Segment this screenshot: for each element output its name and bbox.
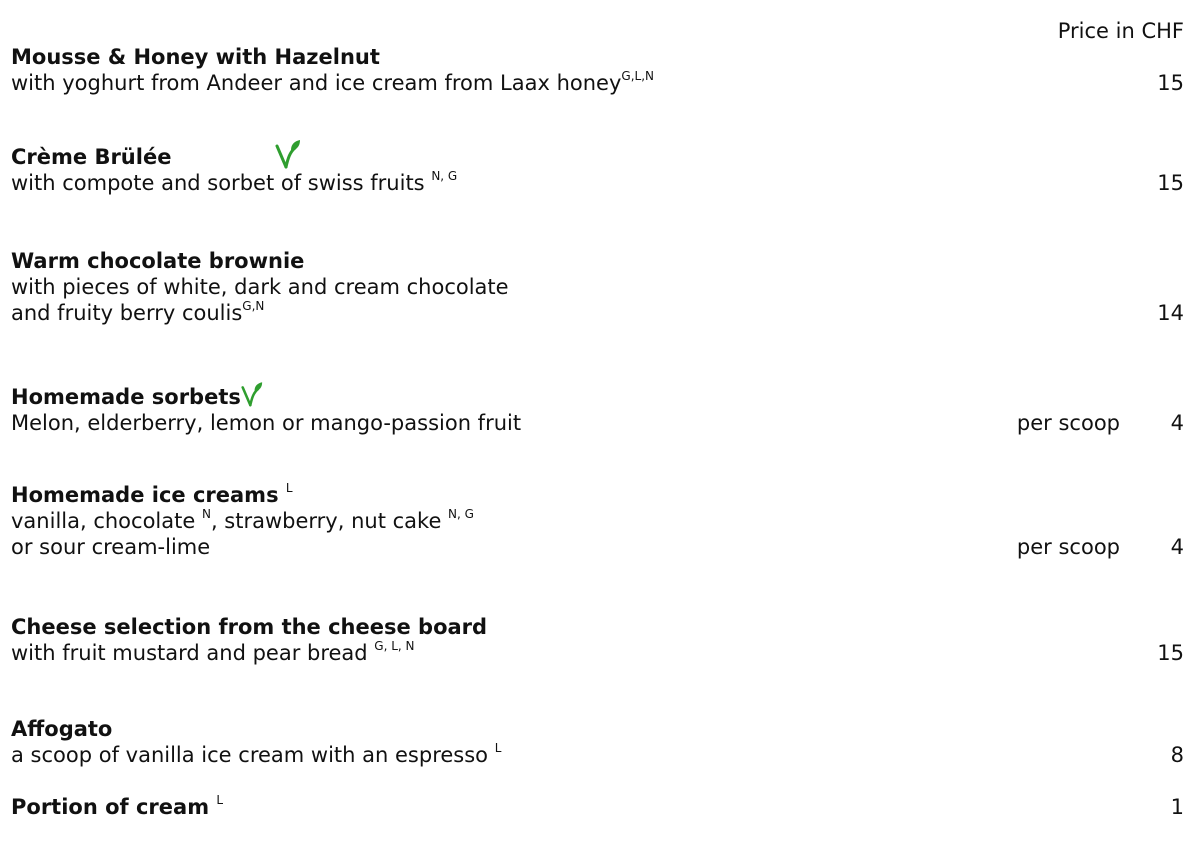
menu-item-title-row: [11, 144, 1184, 170]
description-text: a scoop of vanilla ice cream with an espresso: [11, 743, 495, 767]
menu-item-cheese-selection: [11, 614, 1184, 666]
menu-item-mousse-honey: [11, 44, 1184, 96]
menu-item-title: Mousse & Honey with Hazelnut: [11, 45, 380, 69]
menu-item-title: Homemade ice creams: [11, 483, 286, 507]
menu-item-description: [11, 410, 1184, 436]
menu-item-price: 15: [1157, 171, 1184, 195]
menu-item-affogato: [11, 716, 1184, 768]
description-text: vanilla, chocolate: [11, 509, 202, 533]
menu-item-description: [11, 170, 1184, 196]
menu-item-price: 14: [1157, 301, 1184, 325]
description-text: and fruity berry coulis: [11, 301, 243, 325]
price-column-header: Price in CHF: [1057, 19, 1184, 43]
menu-item-title-row: [11, 794, 1184, 820]
menu-item-price: 1: [1170, 795, 1184, 819]
menu-item-description: with pieces of white, dark and cream chocolate: [11, 275, 509, 299]
menu-item-description: [11, 640, 1184, 666]
allergen-note: G,L,N: [621, 69, 654, 83]
menu-item-title: Warm chocolate brownie: [11, 249, 305, 273]
menu-item-price: 4: [1170, 411, 1184, 435]
menu-item-title: Portion of cream: [11, 795, 217, 819]
allergen-note: L: [494, 741, 502, 755]
description-text: , strawberry, nut cake: [210, 509, 449, 533]
leaf-icon: [241, 382, 263, 408]
description-text: with compote and sorbet of swiss fruits: [11, 171, 432, 195]
menu-item-description: [11, 534, 1184, 560]
menu-item-ice-creams: [11, 482, 1184, 560]
description-text: Melon, elderberry, lemon or mango-passion fruit: [11, 411, 522, 435]
menu-item-unit: per scoop: [1016, 535, 1120, 559]
allergen-note: N: [201, 507, 211, 521]
menu-item-description: [11, 742, 1184, 768]
allergen-note: N, G: [448, 507, 474, 521]
allergen-note: L: [216, 793, 224, 807]
menu-item-description: [11, 300, 1184, 326]
menu-item-description: [11, 70, 1184, 96]
menu-item-title: Crème Brülée: [11, 145, 172, 169]
menu-item-portion-cream: [11, 794, 1184, 820]
menu-item-price: 8: [1170, 743, 1184, 767]
menu-item-price: 15: [1157, 71, 1184, 95]
menu-item-title-row: [11, 382, 1184, 410]
menu-item-title: Homemade sorbets: [11, 385, 241, 409]
menu-item-unit: per scoop: [1016, 411, 1120, 435]
allergen-note: G,N: [242, 299, 265, 313]
leaf-icon: [275, 140, 301, 170]
menu-item-brownie: [11, 248, 1184, 326]
menu-item-description: [11, 508, 1184, 534]
description-text: or sour cream-lime: [11, 535, 211, 559]
menu-item-price: 15: [1157, 641, 1184, 665]
menu-item-sorbets: [11, 382, 1184, 436]
menu-item-title: Affogato: [11, 717, 113, 741]
menu-item-price: 4: [1170, 535, 1184, 559]
allergen-note: N, G: [431, 169, 458, 183]
description-text: with fruit mustard and pear bread: [11, 641, 375, 665]
description-text: with yoghurt from Andeer and ice cream from Laax honey: [11, 71, 622, 95]
menu-item-title: Cheese selection from the cheese board: [11, 615, 488, 639]
allergen-note: L: [285, 481, 293, 495]
menu-item-title-row: [11, 482, 1184, 508]
allergen-note: G, L, N: [374, 639, 415, 653]
menu-item-creme-brulee: [11, 144, 1184, 196]
